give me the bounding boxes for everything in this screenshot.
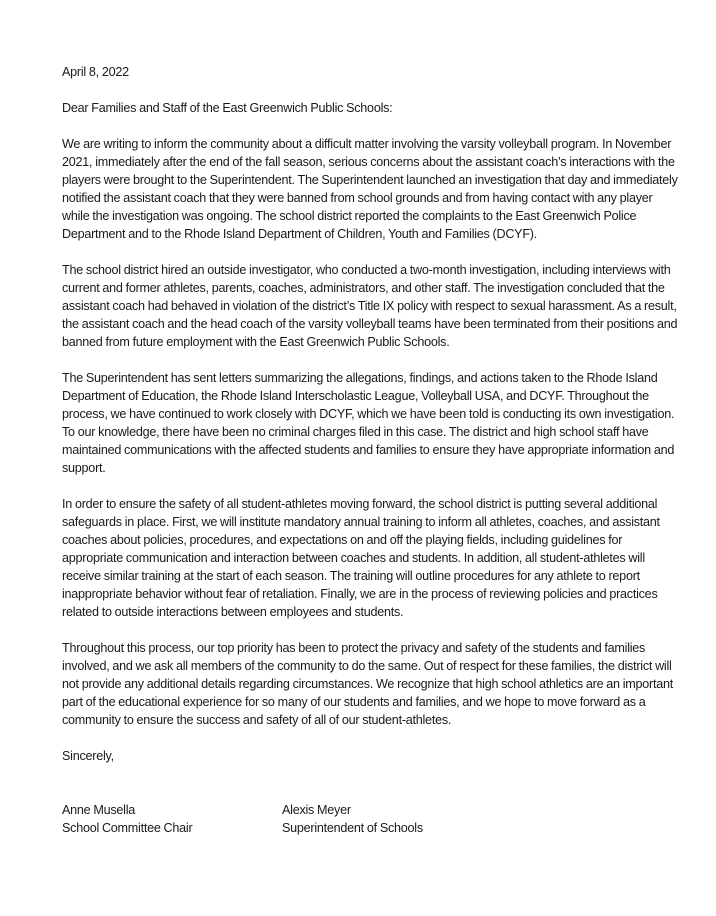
signatory-name: Anne Musella bbox=[62, 803, 136, 817]
closing: Sincerely, bbox=[62, 749, 114, 763]
letter-date: April 8, 2022 bbox=[62, 65, 129, 79]
signatory-name: Alexis Meyer bbox=[282, 803, 351, 817]
paragraph-privacy: Throughout this process, our top priority has been to protect the privacy and safety of the students and families involved, and we ask all members of the community to do the same. Out of respect for these families, the district will not provide any additional details regarding circumstances. We recognize that high school athletics are an important part of the educational experience for so many of our students and families, and we hope to move forward as a community to ensure the success and safety of all of our student-athletes. bbox=[62, 641, 674, 727]
paragraph-investigation: The school district hired an outside investigator, who conducted a two-month investigation, including interviews with current and former athletes, parents, coaches, administrators, and other staff. The investigation concluded that the assistant coach had behaved in violation of the district’s Title IX policy with respect to sexual harassment. As a result, the assistant coach and the head coach of the varsity volleyball teams have been terminated from their positions and banned from future employment with the East Greenwich Public Schools. bbox=[62, 263, 678, 349]
paragraph-incident: We are writing to inform the community about a difficult matter involving the varsity volleyball program. In November 2021, immediately after the end of the fall season, serious concerns about the assistant coach’s interactions with the players were brought to the Superintendent. The Superintendent launched an investigation that day and immediately notified the assistant coach that they were banned from school grounds and from having contact with any player while the investigation was ongoing. The school district reported the complaints to the East Greenwich Police Department and to the Rhode Island Department of Children, Youth and Families (DCYF). bbox=[62, 137, 678, 241]
signatory-title: School Committee Chair bbox=[62, 821, 193, 835]
signatory-committee-chair bbox=[62, 801, 282, 837]
signatory-title: Superintendent of Schools bbox=[282, 821, 423, 835]
paragraph-safeguards: In order to ensure the safety of all student-athletes moving forward, the school district is putting several additional safeguards in place. First, we will institute mandatory annual training to inform all athletes, coaches, and assistant coaches about policies, procedures, and expectations on and off the playing fields, including guidelines for appropriate communication and interaction between coaches and students. In addition, all student-athletes will receive similar training at the start of each season. The training will outline procedures for any athlete to report inappropriate behavior without fear of retaliation. Finally, we are in the process of reviewing policies and practices related to outside interactions between employees and students. bbox=[62, 497, 660, 619]
salutation: Dear Families and Staff of the East Greenwich Public Schools: bbox=[62, 101, 393, 115]
signatory-superintendent bbox=[282, 801, 502, 837]
paragraph-notifications: The Superintendent has sent letters summarizing the allegations, findings, and actions taken to the Rhode Island Department of Education, the Rhode Island Interscholastic League, Volleyball USA, and DCYF. Throughout the process, we have continued to work closely with DCYF, which we have been told is conducting its own investigation. To our knowledge, there have been no criminal charges filed in this case. The district and high school staff have maintained communications with the affected students and families to ensure they have appropriate information and support. bbox=[62, 371, 675, 475]
letter bbox=[62, 63, 682, 837]
signature-section bbox=[62, 801, 682, 837]
